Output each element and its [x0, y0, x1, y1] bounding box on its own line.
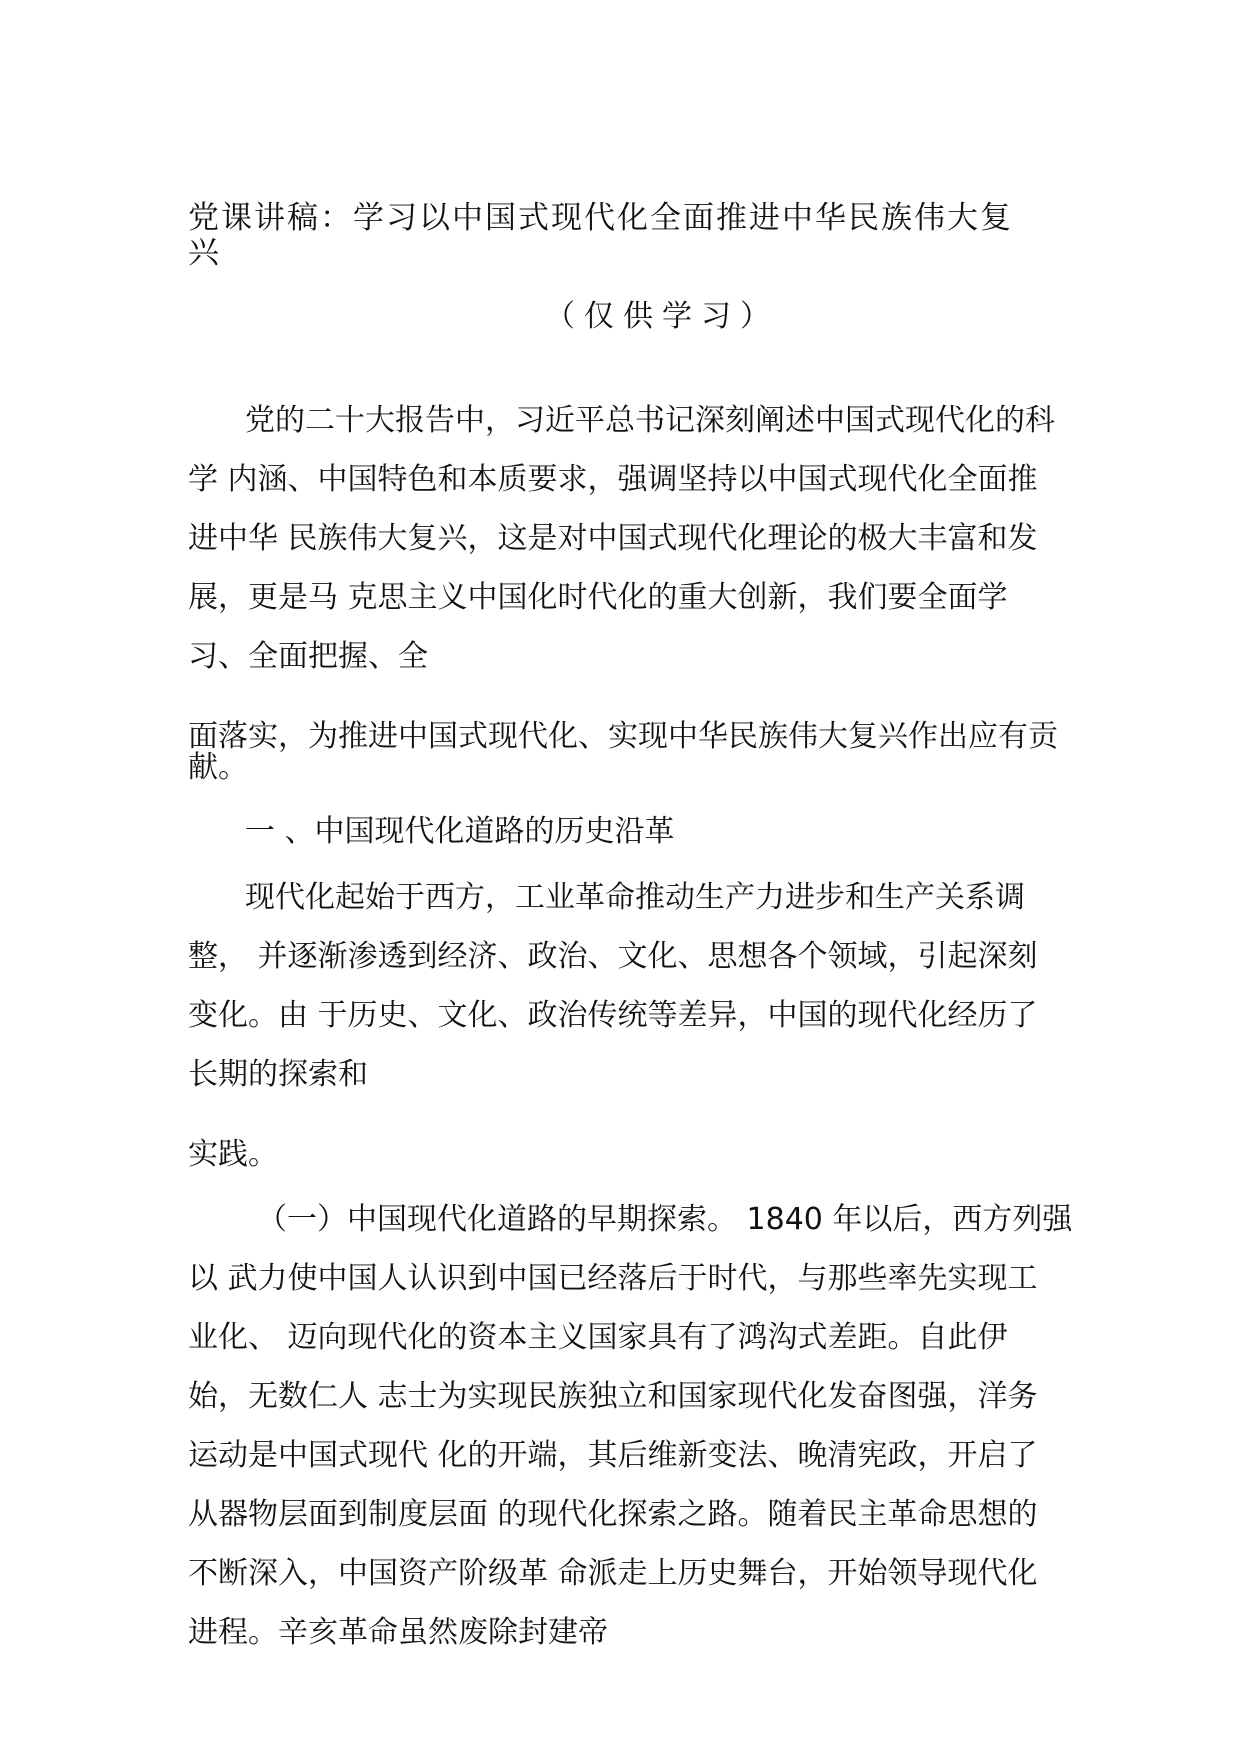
paragraph-line: 学 内涵、中国特色和本质要求，强调坚持以中国式现代化全面推	[188, 462, 1038, 497]
document-subtitle: （仅供学习）	[545, 299, 779, 334]
paragraph-line: 始，无数仁人 志士为实现民族独立和国家现代化发奋图强，洋务	[188, 1379, 1038, 1414]
subsection-heading: （一）中国现代化道路的早期探索。 1840 年以后，西方列强	[257, 1202, 1073, 1237]
paragraph-line: 不断深入，中国资产阶级革 命派走上历史舞台，开始领导现代化	[188, 1556, 1038, 1591]
paragraph-line: 实践。	[188, 1137, 278, 1172]
paragraph-line: 党的二十大报告中，习近平总书记深刻阐述中国式现代化的科	[245, 403, 1055, 438]
paragraph-line: 进程。辛亥革命虽然废除封建帝	[188, 1615, 608, 1650]
paragraph-line: 进中华 民族伟大复兴，这是对中国式现代化理论的极大丰富和发	[188, 521, 1038, 556]
paragraph-line: 展，更是马 克思主义中国化时代化的重大创新，我们要全面学	[188, 580, 1008, 615]
section-heading: 一 、中国现代化道路的历史沿革	[245, 814, 675, 849]
paragraph-line: 现代化起始于西方，工业革命推动生产力进步和生产关系调	[245, 880, 1025, 915]
paragraph-line: 献。	[188, 750, 248, 785]
paragraph-line: 变化。由 于历史、文化、政治传统等差异，中国的现代化经历了	[188, 998, 1038, 1033]
paragraph-line: 整， 并逐渐渗透到经济、政治、文化、思想各个领域，引起深刻	[188, 939, 1038, 974]
paragraph-line: 业化、 迈向现代化的资本主义国家具有了鸿沟式差距。自此伊	[188, 1320, 1008, 1355]
paragraph-line: 习、全面把握、全	[188, 639, 428, 674]
paragraph-line: 面落实，为推进中国式现代化、实现中华民族伟大复兴作出应有贡	[188, 719, 1058, 754]
paragraph-line: 以 武力使中国人认识到中国已经落后于时代，与那些率先实现工	[188, 1261, 1038, 1296]
paragraph-line: 运动是中国式现代 化的开端，其后维新变法、晚清宪政，开启了	[188, 1438, 1038, 1473]
document-title-line-2: 兴	[188, 235, 221, 271]
paragraph-line: 从器物层面到制度层面 的现代化探索之路。随着民主革命思想的	[188, 1497, 1038, 1532]
paragraph-line: 长期的探索和	[188, 1057, 368, 1092]
document-title-line-1: 党课讲稿：学习以中国式现代化全面推进中华民族伟大复	[188, 200, 1013, 236]
